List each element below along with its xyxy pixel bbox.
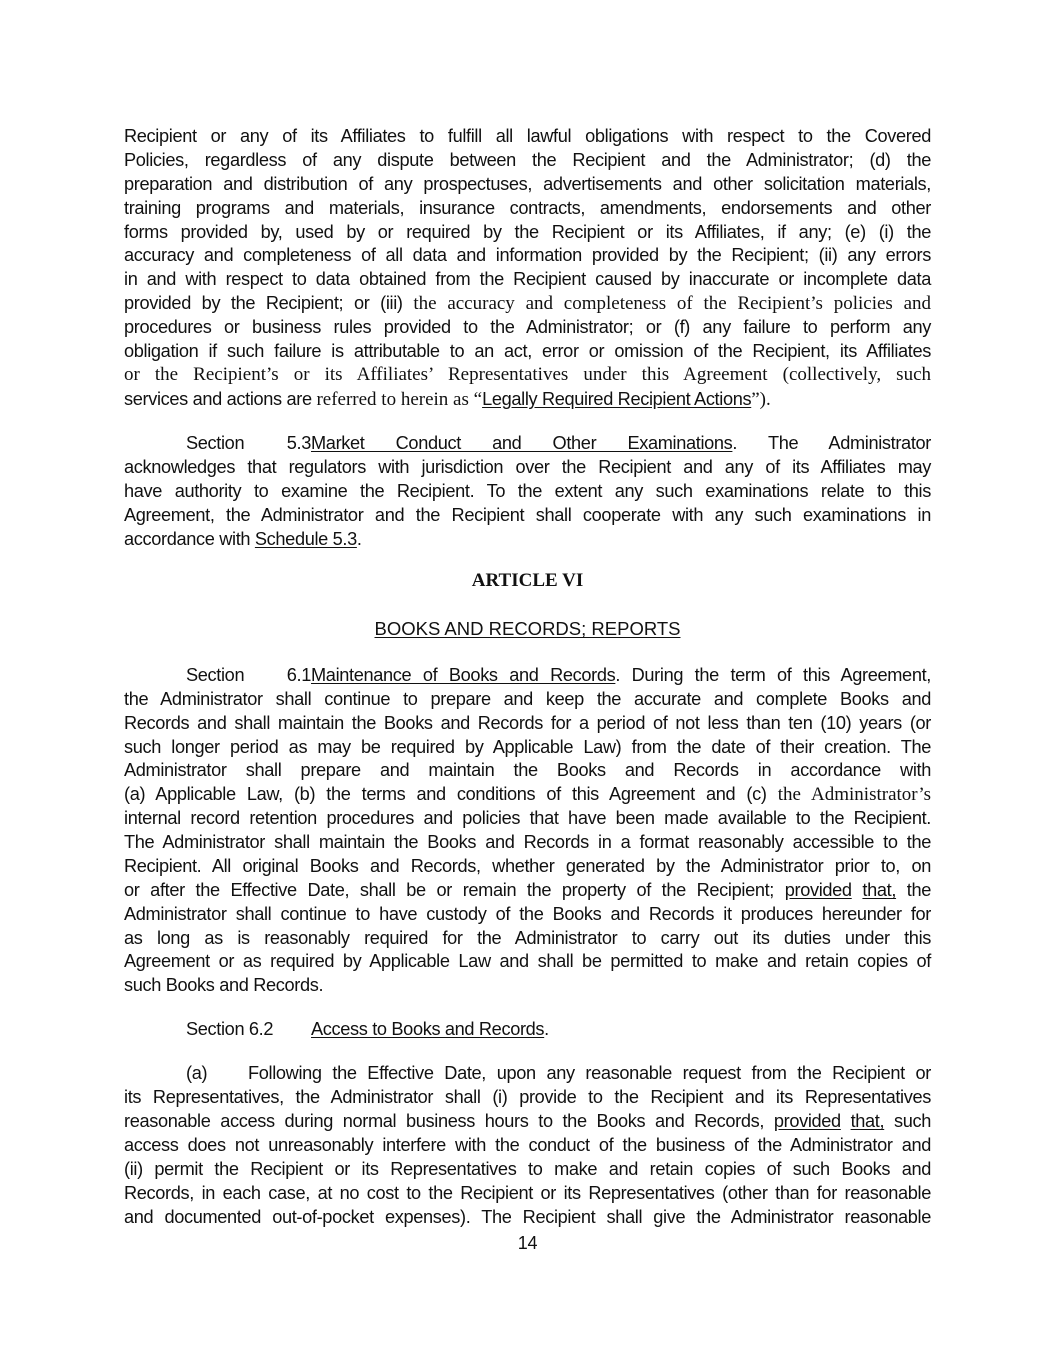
- that-term: that,: [850, 1111, 885, 1131]
- text-line: Policies, regardless of any dispute between the Recipient and the Administrator; (d) the: [124, 150, 931, 170]
- text-run: services and actions are: [124, 389, 317, 409]
- text-line: Agreement, the Administrator and the Recipient shall cooperate with any such examinations in: [124, 505, 931, 525]
- text-run: such: [884, 1111, 931, 1131]
- defined-term: Legally Required Recipient Actions: [482, 389, 752, 409]
- text-line: Recipient. All original Books and Records, whether generated by the Administrator prior to, on: [124, 856, 931, 876]
- text-run-serif: the Administrator’s: [777, 784, 931, 805]
- text-run: provided by the Recipient; or (iii): [124, 293, 414, 313]
- text-line: [124, 1109, 931, 1133]
- text-run: The Administrator: [767, 433, 931, 453]
- text-line: accuracy and completeness of all data and information provided by the Recipient; (ii) any errors: [124, 245, 931, 265]
- text-line: procedures or business rules provided to the Administrator; or (f) any failure to perform any: [124, 317, 931, 337]
- text-run: accordance with: [124, 529, 255, 549]
- text-line: as long as is reasonably required for the Administrator to carry out its duties under this: [124, 928, 931, 948]
- text-run: .: [544, 1019, 549, 1039]
- text-line: training programs and materials, insurance contracts, amendments, endorsements and other: [124, 198, 931, 218]
- subsection-label: (a): [186, 1063, 208, 1083]
- text-line: its Representatives, the Administrator shall (i) provide to the Recipient and its Representatives: [124, 1087, 931, 1107]
- text-line: internal record retention procedures and policies that have been made available to the Recipient.: [124, 808, 931, 828]
- text-line: such longer period as may be required by Applicable Law) from the date of their creation. The: [124, 737, 931, 757]
- text-run-serif: the accuracy and completeness of the Recipient’s policies and: [413, 293, 931, 314]
- section-heading-line: [186, 663, 931, 687]
- subsection-a-first-line: [186, 1061, 931, 1085]
- text-line: access does not unreasonably interfere with the conduct of the business of the Administrator and: [124, 1135, 931, 1155]
- section-heading-line: [186, 431, 931, 455]
- schedule-reference: Schedule 5.3: [254, 529, 357, 549]
- text-run-serif: referred to herein as “: [316, 389, 483, 410]
- text-line: obligation if such failure is attributable to an act, error or omission of the Recipient, its Affiliates: [124, 341, 931, 361]
- section-title: Access to Books and Records: [311, 1019, 545, 1039]
- section-title: Market Conduct and Other Examinations: [311, 433, 733, 453]
- page-number: 14: [517, 1233, 538, 1253]
- text-run-serif: ”).: [751, 389, 771, 410]
- section-title: Maintenance of Books and Records: [311, 665, 616, 685]
- section-number: Section 5.3: [186, 433, 311, 453]
- text-line: the Administrator shall continue to prepare and keep the accurate and complete Books and: [124, 689, 931, 709]
- section-heading-line: [186, 1017, 931, 1041]
- section-number: Section 6.1: [186, 665, 311, 685]
- text-line: preparation and distribution of any prospectuses, advertisements and other solicitation materials,: [124, 174, 931, 194]
- text-line: in and with respect to data obtained from the Recipient caused by inaccurate or incomplete data: [124, 269, 931, 289]
- text-line: acknowledges that regulators with jurisdiction over the Recipient and any of its Affiliates may: [124, 457, 931, 477]
- text-line: Records, in each case, at no cost to the Recipient or its Representatives (other than for reasonable: [124, 1183, 931, 1203]
- text-line: [124, 878, 931, 902]
- text-line: [124, 291, 931, 315]
- text-line: Records and shall maintain the Books and Records for a period of not less than ten (10) years (or: [124, 713, 931, 733]
- provided-term: provided: [784, 880, 852, 900]
- text-line: [124, 527, 931, 551]
- article-heading-text: BOOKS AND RECORDS; REPORTS: [374, 618, 681, 639]
- text-run: reasonable access during normal business hours to the Books and Records,: [124, 1111, 774, 1131]
- text-line: Agreement or as required by Applicable Law and shall be permitted to make and retain copies of: [124, 951, 931, 971]
- text-line: have authority to examine the Recipient. To the extent any such examinations relate to this: [124, 481, 931, 501]
- text-line: such Books and Records.: [124, 975, 324, 995]
- text-line: forms provided by, used by or required by the Recipient or its Affiliates, if any; (e) (i) the: [124, 222, 931, 242]
- text-line: [124, 782, 931, 806]
- text-run: (a) Applicable Law, (b) the terms and conditions of this Agreement and (c): [124, 784, 778, 804]
- text-run: Following the Effective Date, upon any reasonable request from the Recipient or: [248, 1063, 931, 1083]
- text-line: or the Recipient’s or its Affiliates’ Representatives under this Agreement (collectively, such: [124, 364, 931, 385]
- text-line: and documented out-of-pocket expenses). The Recipient shall give the Administrator reasonable: [124, 1207, 931, 1227]
- text-line: Recipient or any of its Affiliates to fulfill all lawful obligations with respect to the Covered: [124, 126, 931, 146]
- text-line: The Administrator shall maintain the Books and Records in a format reasonably accessible to the: [124, 832, 931, 852]
- article-label: ARTICLE VI: [471, 570, 584, 591]
- text-line: [124, 387, 931, 411]
- text-run: .: [732, 433, 738, 453]
- section-number: Section 6.2: [186, 1019, 274, 1039]
- article-heading: [0, 618, 1055, 640]
- text-run: . During the term of this Agreement,: [615, 665, 931, 685]
- text-line: Administrator shall continue to have custody of the Books and Records it produces hereunder for: [124, 904, 931, 924]
- text-run: .: [356, 529, 362, 549]
- text-line: Administrator shall prepare and maintain the Books and Records in accordance with: [124, 760, 931, 780]
- text-line: (ii) permit the Recipient or its Representatives to make and retain copies of such Books and: [124, 1159, 931, 1179]
- that-term: that,: [862, 880, 897, 900]
- text-run: the: [896, 880, 932, 900]
- provided-term: provided: [773, 1111, 841, 1131]
- text-run: or after the Effective Date, shall be or remain the property of the Recipient;: [124, 880, 785, 900]
